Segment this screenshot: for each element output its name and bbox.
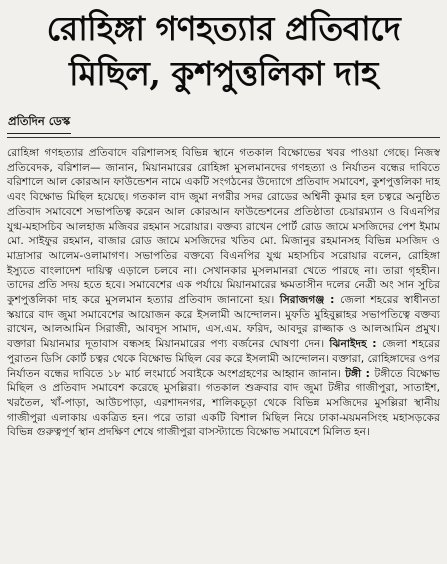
paragraph-text: টঙ্গীতে বিক্ষোভ মিছিল ও প্রতিবাদ সমাবেশ করেছে মুসল্লিরা। গতকাল শুক্রবার বাদ জুমা টঙ্গীর গাজীপুরা, সাতাইশ, খরতৈল, খাঁ-পাড়া, আউচপাড়া, এরশাদনগর, শালিকচূড়া থেকে বিভিন্ন মসজিদের মুসল্লিরা স্থানীয় গাজীপুরা এলাকায় একত্রিত হন। পরে তারা একটি বিশাল মিছিল নিয়ে ঢাকা-ময়মনসিংহ মহাসড়কের বিভিন্ন গুরুত্বপূর্ণ স্থান প্রদক্ষিণ শেষে গাজীপুরা বাসস্ট্যান্ডে বিক্ষোভ সমাবেশে মিলিত হন। (7, 366, 440, 439)
article-paragraph (7, 146, 440, 440)
headline-line-1: রোহিঙ্গা গণহত্যার প্রতিবাদে (46, 9, 401, 48)
article-body (7, 146, 440, 440)
location-lead: টঙ্গী : (345, 366, 375, 380)
paragraph-text: জেলা শহরের স্বাধীনতা স্কয়ারে বাদ জুমা সমাবেশের আয়োজন করে ইসলামী আন্দোলন। মুফতি মুহিবুল্লাহর সভাপতিত্বে বক্তব্য রাখেন, আলআমিন সিরাজী, আবদুস সামাদ, এস.এম. ফরিদ, আবদুর রাজ্জাক ও আলআমিন প্রমুখ। বক্তারা মিয়ানমার দূতাবাস বন্ধসহ মিয়ানমারের পণ্য বর্জনের ঘোষণা দেন। (7, 293, 440, 351)
location-lead: ঝিনাইদহ : (329, 337, 382, 351)
location-lead: সিরাজগঞ্জ : (279, 293, 341, 307)
byline-divider (7, 137, 440, 138)
headline-line-2: মিছিল, কুশপুত্তলিকা দাহ (69, 54, 378, 93)
paragraph-text: রোহিঙ্গা গণহত্যার প্রতিবাদে বরিশালসহ বিভিন্ন স্থানে গতকাল বিক্ষোভের খবর পাওয়া গেছে। নিজস্ব প্রতিবেদক, বরিশাল— জানান, মিয়ানমারের রোহিঙ্গা মুসলমানদের গণহত্যা ও নির্যাতন বন্ধের দাবিতে বরিশালে আল কোরআন ফাউন্ডেশন নামে একটি সংগঠনের উদ্যোগে প্রতিবাদ সমাবেশ, কুশপুত্তলিকা দাহ এবং বিক্ষোভ মিছিল হয়েছে। গতকাল বাদ জুমা নগরীর সদর রোডের অশ্বিনী কুমার হল চত্বরে অনুষ্ঠিত প্রতিবাদ সমাবেশে সভাপতিত্ব করেন আল কোরআন ফাউন্ডেশনের প্রতিষ্ঠাতা চেয়ারম্যান ও বিএনপির যুগ্ম-মহাসচিব আলহাজ মজিবর রহমান সরোয়ার। বক্তব্য রাখেন পোর্ট রোড জামে মসজিদের পেশ ইমাম মো. সাইফুর রহমান, বাজার রোড জামে মসজিদের খতিব মো. মিজানুর রহমানসহ বিভিন্ন মসজিদ ও মাদ্রাসার আলেম-ওলামাগণ। সভাপতির বক্তব্যে বিএনপির যুগ্ম মহাসচিব সরোয়ার বলেন, রোহিঙ্গা ইস্যুতে বাংলাদেশ দায়িত্ব এড়ালে চলবে না। সেখানকার মুসলমানরা খেতে পারছে না। তারা গৃহহীন। তাদের প্রতি সদয় হতে হবে। সমাবেশের এক পর্যায়ে মিয়ানমারের ক্ষমতাসীন দলের নেত্রী অং সান সুচির কুশপুত্তলিকা দাহ করে মুসলমান হত্যার প্রতিবাদ জানানো হয়। (7, 146, 440, 307)
paragraph-text: জেলা শহরের পুরাতন ডিসি কোর্ট চত্বর থেকে বিক্ষোভ মিছিল বের করে ইসলামী আন্দোলন। বক্তারা, রোহিঙ্গাদের ওপর নির্যাতন বন্ধের দাবিতে ১৮ মার্চ লংমার্চে সবাইকে অংশগ্রহণের আহ্বান জানান। (7, 337, 440, 380)
byline: প্রতিদিন ডেস্ক (7, 113, 71, 134)
headline (7, 6, 440, 96)
byline-row (7, 110, 440, 134)
